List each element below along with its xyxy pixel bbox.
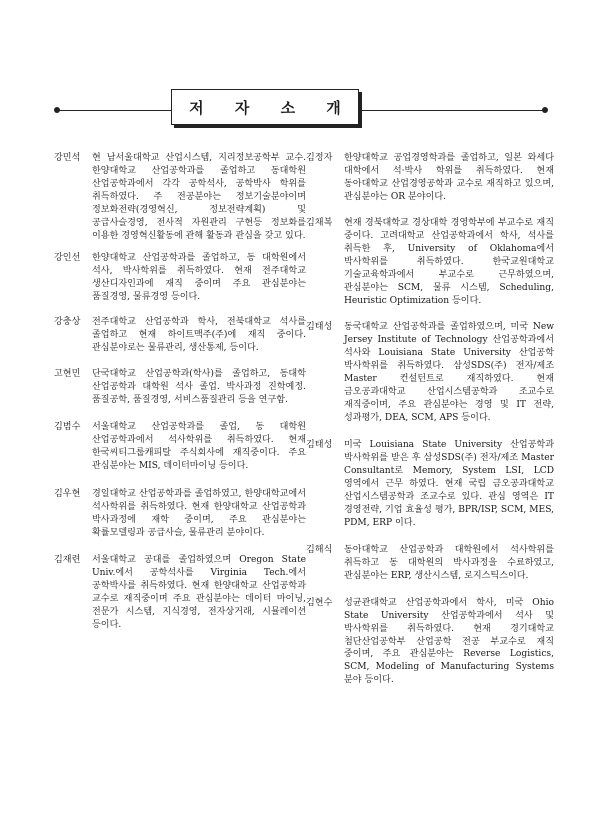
author-name: 김우현 [54, 489, 81, 500]
author-name: 김태성 [306, 322, 333, 333]
right-column [306, 152, 554, 687]
author-bio: 미국 Louisiana State University 산업공학과 박사학위를 받은 후 삼성SDS(주) 전자/제조 Master Consultant로 Memory, System LSI, LCD 영역에서 근무 하였다. 현재 국립 금오공과대학교 산업시스템공학과 조교수로 있다. 관심 영역은 IT 경영전략, 기업 효율성 평가, BPR/ISP, SCM, MES, PDM, ERP 이다. [344, 440, 554, 528]
author-entry [306, 544, 554, 583]
author-entry [306, 439, 554, 530]
author-bio: 서울대학교 공대를 졸업하였으며 Oregon State Univ.에서 공학석사를 Virginia Tech.에서 공학박사를 취득하였다. 현재 한양대학교 산업공학과 교수로 재직중이며 주요 관심분야는 데이터 마이닝, 전문가 시스템, 지식경영, 전자상거래, 시뮬레이션 등이다. [92, 554, 306, 630]
header-rule-left-dot [54, 107, 60, 113]
section-title: 저 자 소 개 [171, 89, 359, 125]
left-column [54, 152, 306, 632]
author-name: 김채복 [306, 217, 333, 228]
author-entry [54, 152, 306, 243]
author-name: 김재련 [54, 554, 81, 565]
author-entry [54, 368, 306, 407]
author-entry [54, 316, 306, 355]
author-entry [306, 152, 554, 204]
header-rule-right-dot [542, 107, 548, 113]
author-entry [306, 321, 554, 425]
author-entry [54, 421, 306, 473]
author-name: 강충상 [54, 317, 81, 328]
author-name: 김현수 [306, 597, 333, 608]
author-name: 김태성 [306, 440, 333, 451]
author-entry [54, 252, 306, 304]
author-name: 김범수 [54, 422, 81, 433]
author-entry [54, 488, 306, 540]
author-bio: 현 남서울대학교 산업시스템, 지리정보공학부 교수. 한양대학교 산업공학과를 졸업하고 동대학원 산업공학과에서 각각 공학석사, 공학박사 학위를 취득하였다. 주 전공분야는 정보기술분야이며 정보화전략(경영혁신, 정보전략계획) 및 공급사슬경영, 전사적 자원관리 구현등 정보화를 이용한 경영혁신활동에 관해 활동과 관심을 갖고 있다. [92, 153, 306, 241]
author-bio: 경일대학교 산업공학과를 졸업하였고, 한양대학교에서 석사학위를 취득하였다. 현재 한양대학교 산업공학과 박사과정에 재학 중이며, 주요 관심분야는 확률모델링과 공급사슬, 물류관리 분야이다. [92, 489, 306, 538]
author-name: 김해식 [306, 544, 333, 555]
author-bio: 단국대학교 산업공학과(학사)를 졸업하고, 동대학 산업공학과 대학원 석사 졸업. 박사과정 진학예정. 품질공학, 품질경영, 서비스품질관리 등을 연구함. [92, 369, 306, 406]
author-bio: 한양대학교 산업공학과를 졸업하고, 동 대학원에서 석사, 박사학위를 취득하였다. 현재 전주대학교 생산디자인과에 재직 중이며 주요 관심분야는 품질경영, 물류경영 등이다. [92, 252, 306, 302]
author-name: 강민석 [54, 153, 81, 163]
author-bio: 동아대학교 산업공학과 대학원에서 석사학위를 취득하고 동 대학원의 박사과정을 수료하였고, 관심분야는 ERP, 생산시스템, 로지스틱스이다. [344, 544, 554, 581]
author-entry [306, 597, 554, 688]
author-name: 고현민 [54, 369, 81, 380]
author-bio: 동국대학교 산업공학과를 졸업하였으며, 미국 New Jersey Institute of Technology 산업공학과에서 석사와 Louisiana State University 산업공학 박사학위를 취득하였다. 삼성SDS(주) 전자/제조 Master 컨설턴트로 재직하였다. 현재 금오공과대학교 산업시스템공학과 조교수로 재직중이며, 주요 관심분야는 경영 및 IT 전략, 성과평가, DEA, SCM, APS 등이다. [344, 322, 554, 424]
author-bio: 서울대학교 산업공학과를 졸업, 동 대학원 산업공학과에서 석사학위를 취득하였다. 현재 한국씨티그룹캐피탈 주식회사에 재직중이다. 주요 관심분야는 MIS, 데이터마이닝 등이다. [92, 422, 306, 472]
author-bio: 성균관대학교 산업공학과에서 학사, 미국 Ohio State University 산업공학과에서 석사 및 박사학위를 취득하였다. 현재 경기대학교 첨단산업공학부 산업공학 전공 부교수로 재직 중이며, 주요 관심분야는 Reverse Logistics, SCM, Modeling of Manufacturing Systems 분야 등이다. [344, 597, 554, 686]
author-name: 강인선 [54, 252, 81, 263]
author-name: 김정자 [306, 153, 333, 163]
author-entry [54, 554, 306, 632]
author-entry [306, 217, 554, 308]
author-bio: 한양대학교 공업경영학과를 졸업하고, 일본 와세다 대학에서 석·박사 학위를 취득하였다. 현재 동아대학교 산업경영공학과 교수로 재직하고 있으며, 관심분야는 OR 분야이다. [344, 153, 554, 202]
author-bio: 전주대학교 산업공학과 학사, 전북대학교 석사를 졸업하고 현재 하이트맥주(주)에 재직 중이다. 관심분야로는 물류관리, 생산통제, 등이다. [92, 317, 306, 354]
author-bio: 현재 경북대학교 경상대학 경영학부에 부교수로 재직 중이다. 고려대학교 산업공학과에서 학사, 석사를 취득한 후, University of Oklahoma에서 박사학위를 취득하였다. 한국교원대학교 기술교육학과에서 부교수로 근무하였으며, 관심분야는 SCM, 물류 시스템, Scheduling, Heuristic Optimization 등이다. [344, 217, 554, 306]
